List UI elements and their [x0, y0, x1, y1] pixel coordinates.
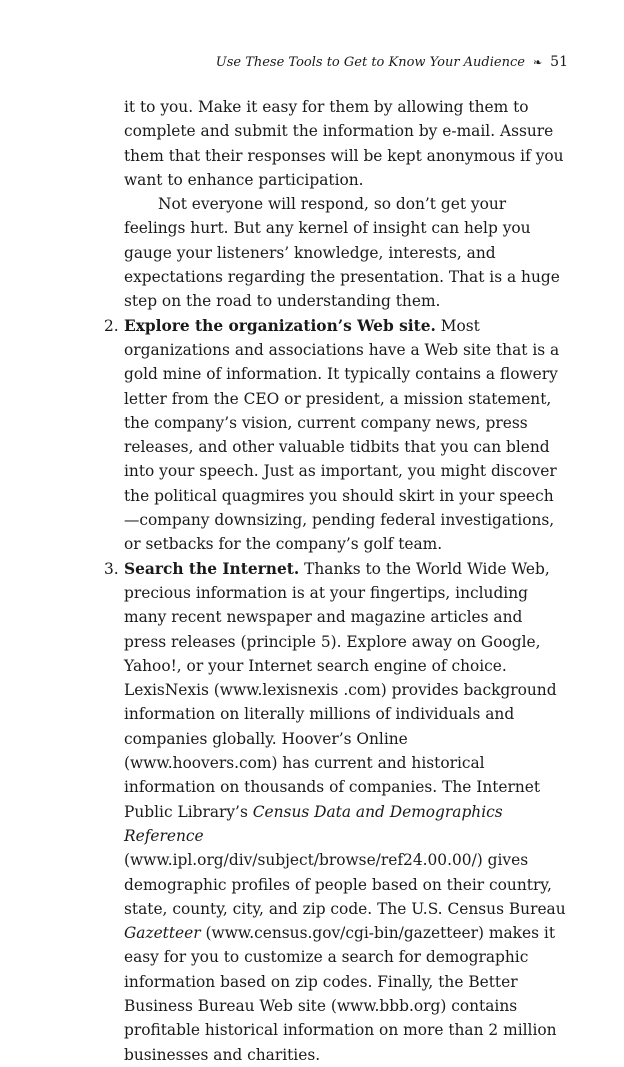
list-number: 3. — [104, 559, 119, 578]
running-header — [216, 54, 568, 70]
fleuron-icon: ❧ — [532, 55, 543, 69]
list-item-heading: Explore the organization’s Web site. — [124, 316, 436, 335]
list-item-text: (www.census.gov/cgi-bin/gazetteer) makes it easy for you to customize a search for demographic information based on zip codes. Finally, the Better Business Bureau Web site (www.bbb.org) contains profitable historical information on more than 2 million businesses and charities. — [124, 924, 557, 1064]
running-title: Use These Tools to Get to Know Your Audience — [215, 54, 525, 70]
list-item-heading: Search the Internet. — [124, 559, 300, 578]
body-text — [104, 95, 566, 1067]
reference-title: Census Data and Demographics Reference — [124, 802, 503, 845]
reference-title: Gazetteer — [124, 924, 201, 943]
page-number: 51 — [550, 54, 568, 70]
list-item-text: Thanks to the World Wide Web, precious information is at your fingertips, including many recent newspaper and magazine articles and press releases (principle 5). Explore away on Google, Yahoo!, or your Internet search engine of choice. LexisNexis (www.lexisnexis .com) provides background information on literally millions of individuals and companies globally. Hoover’s Online (www.hoovers.com) has current and historical information on thousands of companies. The Internet Public Library’s — [124, 559, 557, 821]
continuation-paragraph: it to you. Make it easy for them by allowing them to complete and submit the information by e-mail. Assure them that their responses will be kept anonymous if you want to enhance participation. — [124, 98, 564, 189]
list-item — [104, 314, 566, 557]
paragraph: Not everyone will respond, so don’t get your feelings hurt. But any kernel of insight can help you gauge your listeners’ knowledge, interests, and expectations regarding the presentation. That is a huge step on the road to understanding them. — [124, 195, 560, 311]
list-item — [104, 557, 566, 1067]
list-number: 2. — [104, 316, 119, 335]
list-item-text: (www.ipl.org/div/subject/browse/ref24.00.00/) gives demographic profiles of people based on their country, state, county, city, and zip code. The U.S. Census Bureau — [124, 851, 566, 918]
list-item-text: Most organizations and associations have a Web site that is a gold mine of information. It typically contains a flowery letter from the CEO or president, a mission statement, the company’s vision, current company news, press releases, and other valuable tidbits that you can blend into your speech. Just as important, you might discover the political quagmires you should skirt in your speech—company downsizing, pending federal investigations, or setbacks for the company’s golf team. — [124, 316, 560, 554]
numbered-list — [104, 314, 566, 1067]
